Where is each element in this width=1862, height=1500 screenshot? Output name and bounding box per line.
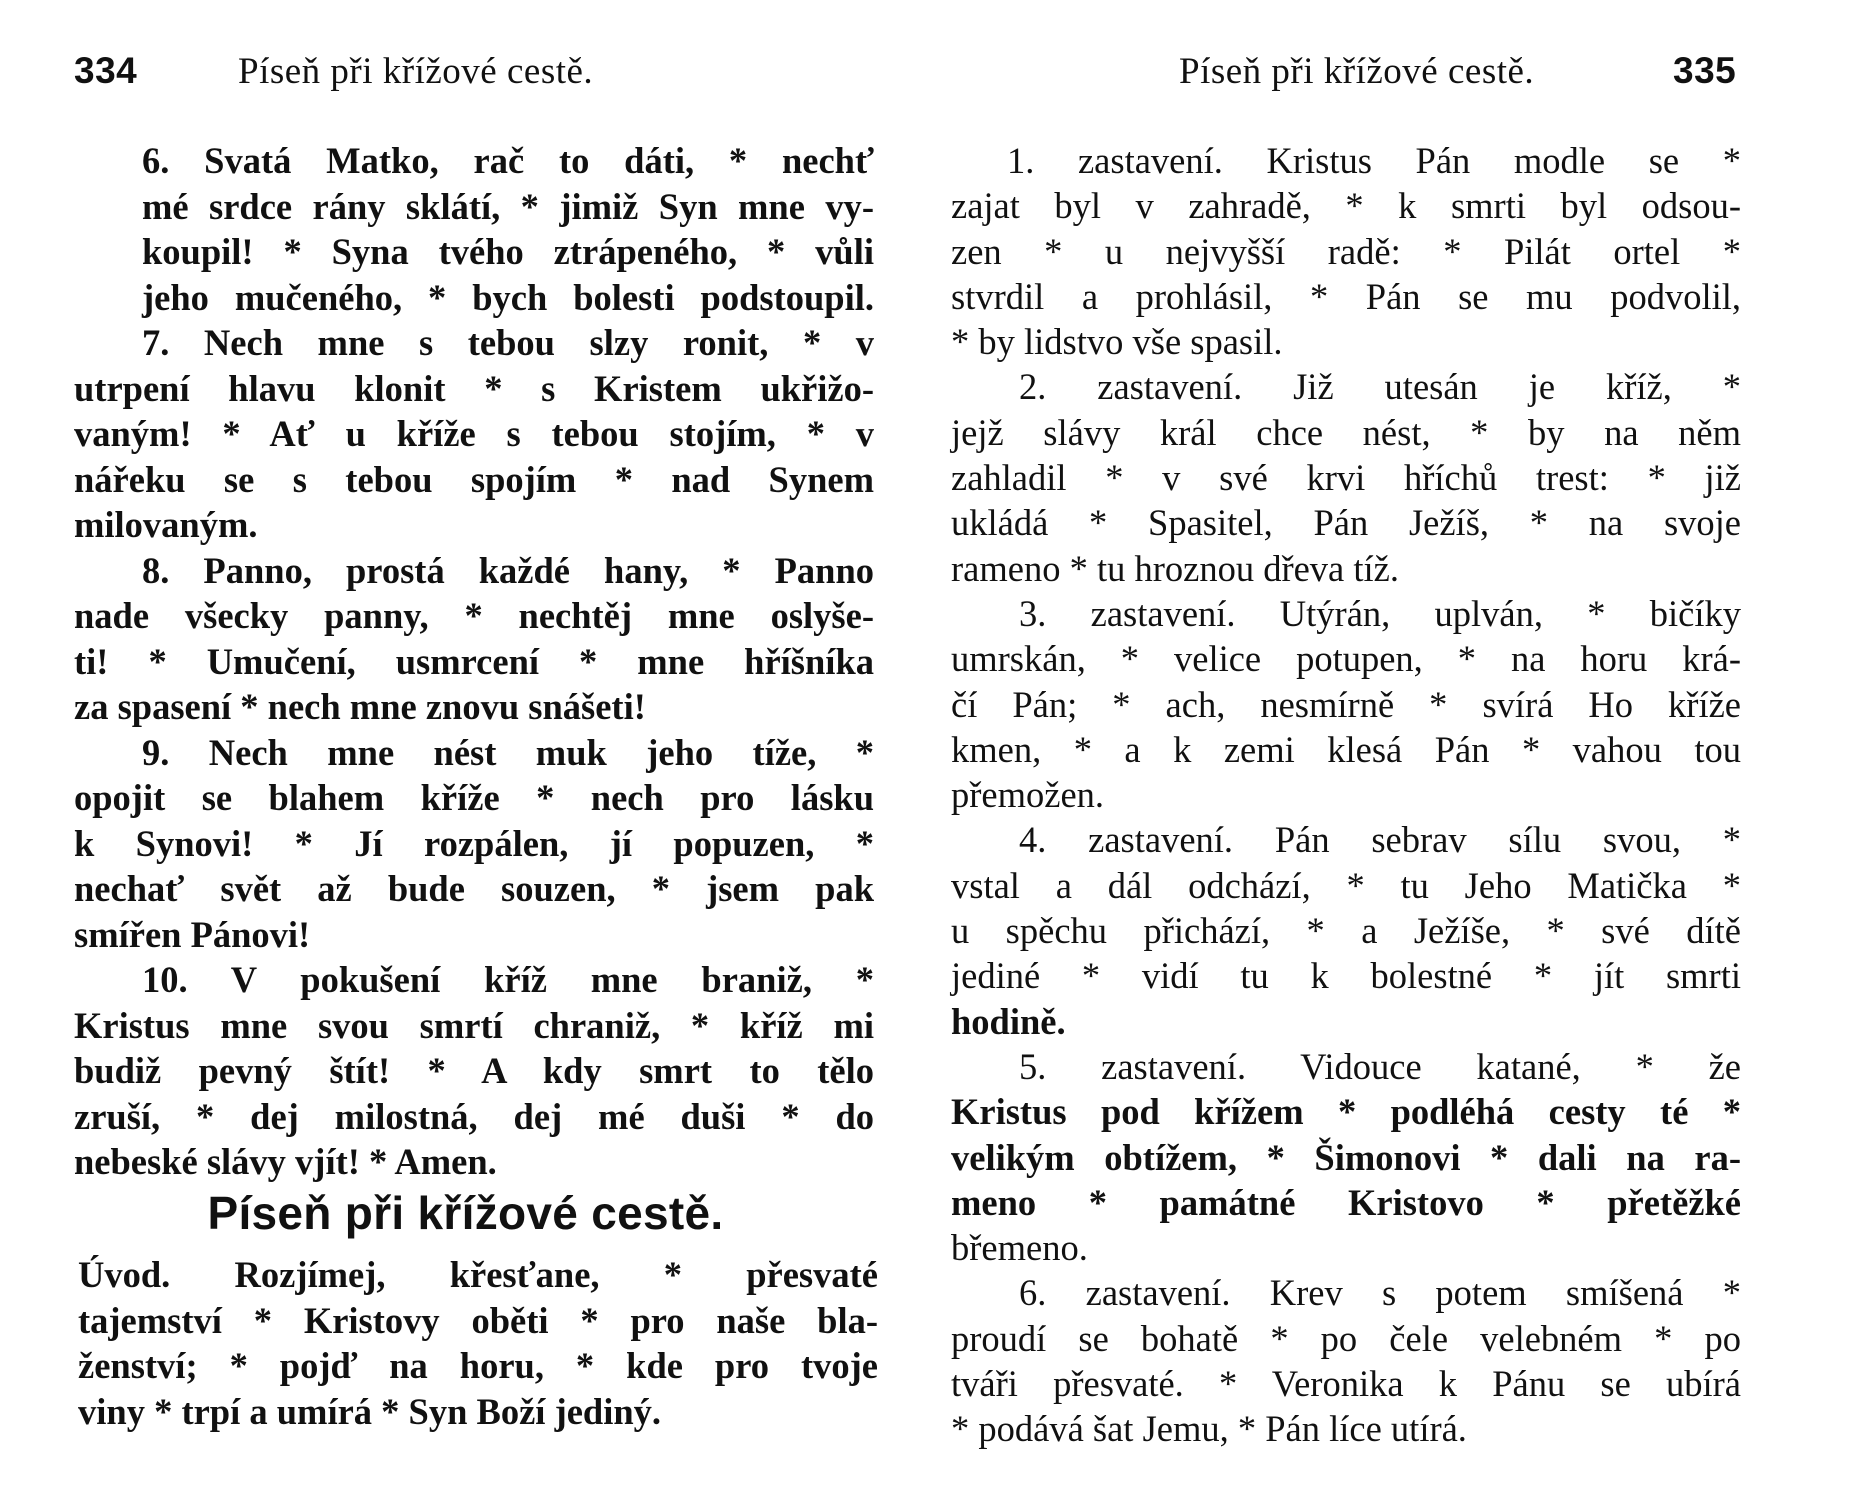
- text-line: nechať svět až bude souzen, * jsem pak: [74, 868, 874, 909]
- text-line: Kristus pod křížem * podléhá cesty té *: [951, 1091, 1741, 1133]
- text-line: budiž pevný štít! * A kdy smrt to tělo: [74, 1050, 874, 1091]
- right-running-head: Píseň při křížové cestě.: [1179, 51, 1535, 92]
- text-line: * by lidstvo vše spasil.: [951, 321, 1283, 363]
- text-line: kmen, * a k zemi klesá Pán * vahou tou: [951, 728, 1741, 770]
- text-line: zruší, * dej milostná, dej mé duši * do: [74, 1095, 874, 1137]
- text-line: jediné * vidí tu k bolestné * jít smrti: [951, 955, 1741, 997]
- text-line: čí Pán; * ach, nesmírně * svírá Ho kříže: [951, 683, 1741, 725]
- text-line: zahladil * v své krvi hříchů trest: * již: [951, 457, 1741, 499]
- text-line: * podává šat Jemu, * Pán líce utírá.: [951, 1408, 1467, 1450]
- text-line: 5. zastavení. Vidouce katané, * že: [1019, 1045, 1741, 1087]
- stanza-7: [74, 320, 874, 548]
- text-line: tváři přesvaté. * Veronika k Pánu se ubírá: [951, 1363, 1741, 1405]
- station-5: [951, 1044, 1741, 1270]
- text-line: tajemství * Kristovy oběti * pro naše bla-: [78, 1299, 878, 1341]
- text-line: 3. zastavení. Utýrán, uplván, * bičíky: [1019, 592, 1741, 634]
- text-line: 4. zastavení. Pán sebrav sílu svou, *: [1019, 819, 1741, 861]
- text-line: rameno * tu hroznou dřeva tíž.: [951, 547, 1399, 589]
- text-line: velikým obtížem, * Šimonovi * dali na ra-: [951, 1136, 1741, 1178]
- text-line: 6. zastavení. Krev s potem smíšená *: [1019, 1272, 1741, 1314]
- text-line: vaným! * Ať u kříže s tebou stojím, * v: [74, 413, 874, 454]
- text-line: jejž slávy král chce nést, * by na něm: [951, 411, 1741, 453]
- text-line: nebeské slávy vjít! * Amen.: [74, 1141, 497, 1182]
- text-line: smířen Pánovi!: [74, 913, 311, 955]
- text-line: utrpení hlavu klonit * s Kristem ukřižo-: [74, 367, 874, 409]
- text-line: proudí se bohatě * po čele velebném * po: [951, 1317, 1741, 1359]
- text-line: 8. Panno, prostá každé hany, * Panno: [142, 549, 874, 591]
- intro-paragraph: [78, 1252, 878, 1434]
- text-line: k Synovi! * Jí rozpálen, jí popuzen, *: [74, 822, 874, 864]
- right-page-number: 335: [1673, 50, 1737, 91]
- text-line: koupil! * Syna tvého ztrápeného, * vůli: [142, 231, 874, 272]
- left-page-number: 334: [74, 50, 138, 91]
- text-line: jeho mučeného, * bych bolesti podstoupil.: [142, 276, 874, 318]
- station-3: [951, 591, 1741, 817]
- text-line: 7. Nech mne s tebou slzy ronit, * v: [142, 322, 874, 363]
- right-page-body: [951, 138, 1741, 1452]
- text-line: 2. zastavení. Již utesán je kříž, *: [1019, 366, 1741, 408]
- text-line: přemožen.: [951, 774, 1105, 816]
- station-4: [951, 817, 1741, 1043]
- text-line: zen * u nejvyšší radě: * Pilát ortel *: [951, 230, 1741, 272]
- right-page: [931, 0, 1862, 1500]
- text-line: Úvod. Rozjímej, křesťane, * přesvaté: [78, 1254, 878, 1295]
- text-line: u spěchu přichází, * a Ježíše, * své dítě: [951, 910, 1741, 952]
- text-line: břemeno.: [951, 1227, 1088, 1269]
- station-1: [951, 138, 1741, 364]
- text-line: 6. Svatá Matko, rač to dáti, * nechť: [142, 140, 874, 181]
- text-line: 1. zastavení. Kristus Pán modle se *: [1007, 140, 1741, 181]
- text-line: viny * trpí a umírá * Syn Boží jediný.: [78, 1390, 662, 1432]
- text-line: milovaným.: [74, 504, 258, 545]
- station-6: [951, 1270, 1741, 1451]
- stanza-6: [74, 138, 874, 320]
- text-line: 9. Nech mne nést muk jeho tíže, *: [142, 731, 874, 773]
- song-title: Píseň při křížové cestě.: [207, 1187, 724, 1239]
- text-line: stvrdil a prohlásil, * Pán se mu podvolil,: [951, 275, 1741, 317]
- text-line: umrskán, * velice potupen, * na horu krá-: [951, 638, 1741, 680]
- stanza-8: [74, 548, 874, 730]
- text-line: 10. V pokušení kříž mne braniž, *: [142, 959, 874, 1000]
- text-line: Kristus mne svou smrtí chraniž, * kříž mi: [74, 1004, 874, 1046]
- left-running-head: Píseň při křížové cestě.: [238, 51, 594, 92]
- text-line: ukládá * Spasitel, Pán Ježíš, * na svoje: [951, 502, 1741, 544]
- text-line: meno * památné Kristovo * přetěžké: [951, 1181, 1741, 1223]
- text-line: opojit se blahem kříže * nech pro lásku: [74, 777, 874, 818]
- left-page-body: [74, 138, 874, 1185]
- text-line: nade všecky panny, * nechtěj mne oslyše-: [74, 595, 874, 636]
- text-line: ženství; * pojď na horu, * kde pro tvoje: [78, 1345, 878, 1386]
- text-line: ti! * Umučení, usmrcení * mne hříšníka: [74, 640, 874, 682]
- station-2: [951, 364, 1741, 590]
- stanza-10: [74, 957, 874, 1185]
- text-line: vstal a dál odchází, * tu Jeho Matička *: [951, 864, 1741, 906]
- text-line: nářeku se s tebou spojím * nad Synem: [74, 458, 874, 500]
- text-line: zajat byl v zahradě, * k smrti byl odsou-: [951, 185, 1741, 227]
- stanza-9: [74, 730, 874, 958]
- text-line: mé srdce rány sklátí, * jimiž Syn mne vy-: [142, 185, 874, 227]
- text-line: za spasení * nech mne znovu snášeti!: [74, 686, 646, 727]
- text-line: hodině.: [951, 1000, 1066, 1042]
